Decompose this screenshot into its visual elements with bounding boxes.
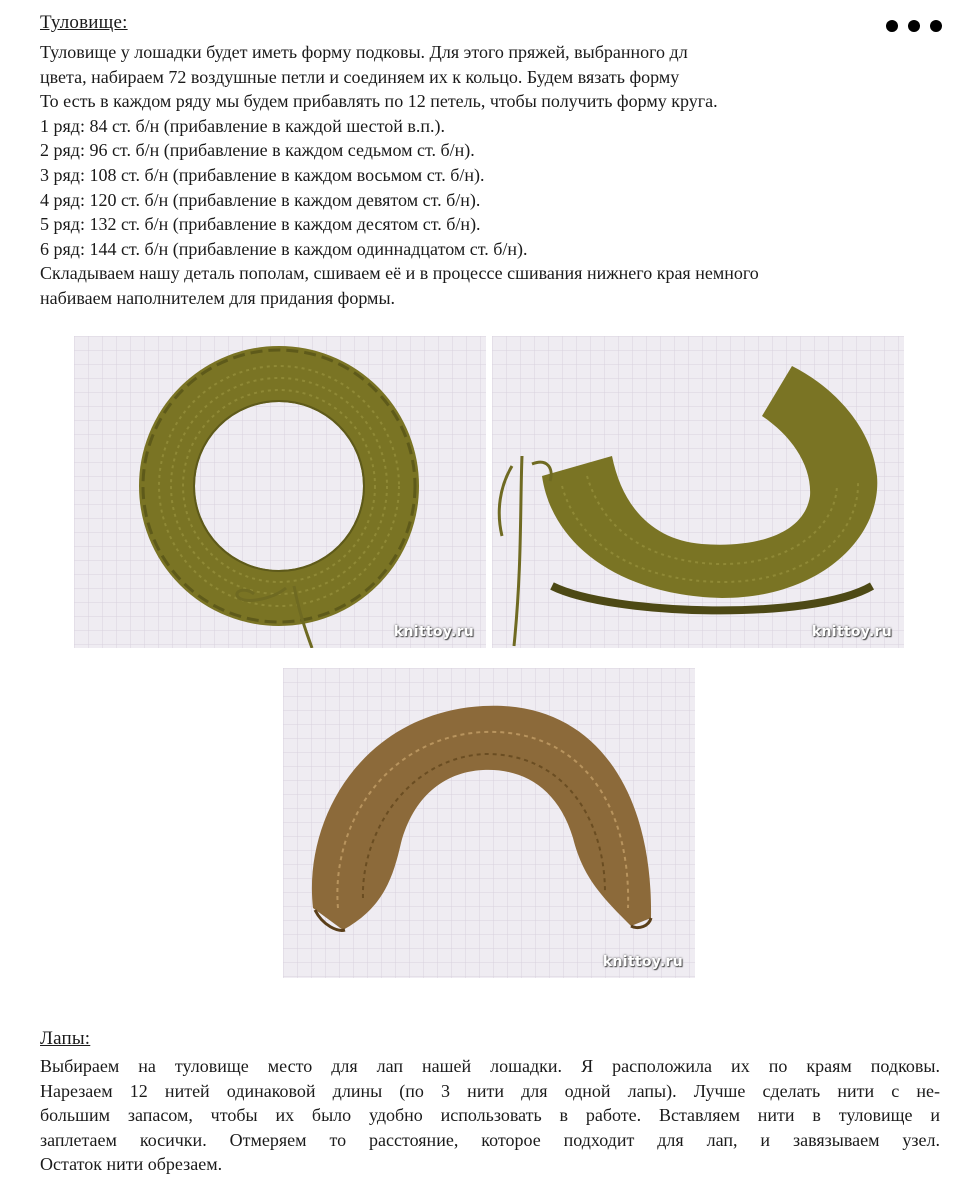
body-section-text: [40, 40, 940, 311]
legs-line: большим запасом, чтобы их было удобно использовать в работе. Вставляем нити в туловище и: [40, 1105, 940, 1126]
body-line: цвета, набираем 72 воздушные петли и соединяем их к кольцо. Будем вязать форму: [40, 66, 680, 87]
body-line: То есть в каждом ряду мы будем прибавлять по 12 петель, чтобы получить форму круга.: [40, 91, 718, 112]
body-line: набиваем наполнителем для придания формы.: [40, 287, 396, 308]
legs-line: Нарезаем 12 нитей одинаковой длины (по 3 нити для одной лапы). Лучше сделать нити с не-: [40, 1080, 940, 1101]
body-line: 1 ряд: 84 ст. б/н (прибавление в каждой шестой в.п.).: [40, 115, 445, 136]
body-line: 4 ряд: 120 ст. б/н (прибавление в каждом девятом ст. б/н).: [40, 189, 481, 210]
legs-line: Выбираем на туловище место для лап нашей лошадки. Я расположила их по краям подковы.: [40, 1056, 940, 1076]
more-options-icon[interactable]: [886, 20, 942, 32]
photo-crochet-folded: [492, 336, 904, 648]
body-line: Туловище у лошадки будет иметь форму подковы. Для этого пряжей, выбранного дл: [40, 42, 688, 62]
body-line: 3 ряд: 108 ст. б/н (прибавление в каждом восьмом ст. б/н).: [40, 164, 485, 185]
photo-watermark: knittoy.ru: [602, 954, 683, 970]
body-section-heading: Туловище:: [40, 12, 128, 33]
legs-line: Остаток нити обрезаем.: [40, 1154, 223, 1175]
legs-section-text: [40, 1054, 940, 1177]
dot: [908, 20, 920, 32]
body-line: 6 ряд: 144 ст. б/н (прибавление в каждом одиннадцатом ст. б/н).: [40, 238, 528, 259]
photo-crochet-ring: [74, 336, 486, 648]
photo-watermark: knittoy.ru: [811, 624, 892, 640]
photo-watermark: knittoy.ru: [393, 624, 474, 640]
photo-crochet-horseshoe: [283, 668, 695, 978]
body-line: 2 ряд: 96 ст. б/н (прибавление в каждом седьмом ст. б/н).: [40, 140, 475, 161]
dot: [886, 20, 898, 32]
legs-line: заплетаем косички. Отмеряем то расстояние, которое подходит для лап, и завязываем узел.: [40, 1129, 940, 1150]
body-line: Складываем нашу деталь пополам, сшиваем её и в процессе сшивания нижнего края немного: [40, 263, 759, 284]
body-line: 5 ряд: 132 ст. б/н (прибавление в каждом десятом ст. б/н).: [40, 214, 481, 235]
dot: [930, 20, 942, 32]
legs-section-heading: Лапы:: [40, 1028, 91, 1049]
